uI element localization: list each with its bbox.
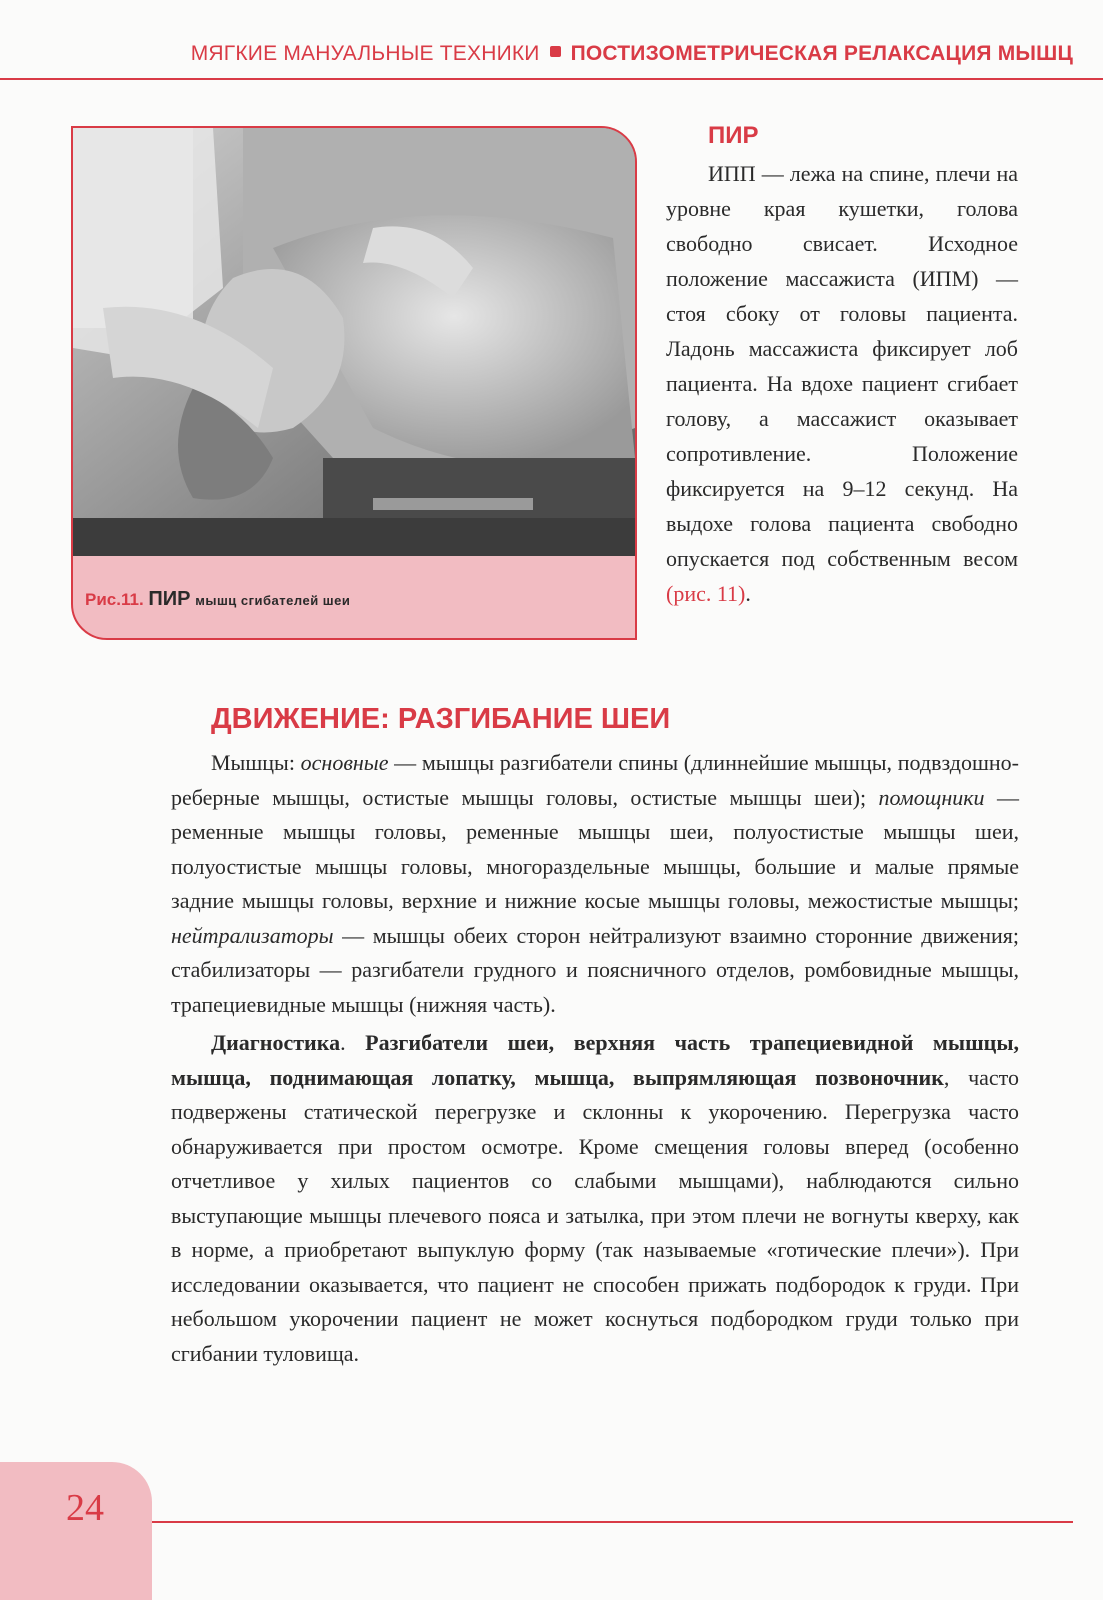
page-tab xyxy=(0,1462,152,1600)
section-title: ДВИЖЕНИЕ: РАЗГИБАНИЕ ШЕИ xyxy=(211,703,671,735)
muscles-main-list: — мышцы разгибатели спины (длиннейшие мышцы, подвздошно-реберные мышцы, остистые мышцы головы, остистые мышцы шеи); xyxy=(171,750,1019,810)
figure-reference[interactable]: (рис. 11) xyxy=(666,581,746,606)
caption-text: мышц сгибателей шеи xyxy=(195,593,351,608)
pir-text xyxy=(666,156,1018,611)
pir-title: ПИР xyxy=(708,122,759,149)
footer-rule xyxy=(152,1521,1073,1523)
header-left: МЯГКИЕ МАНУАЛЬНЫЕ ТЕХНИКИ xyxy=(190,42,540,65)
pir-text-main: ИПП — лежа на спине, плечи на уровне края кушетки, голова свободно свисает. Исходное положение массажиста (ИПМ) — стоя сбоку от головы пациента. Ладонь массажиста фиксирует лоб пациента. На вдохе пациент сгибает голову, а массажист оказывает сопротивление. Положение фиксируется на 9–12 секунд. На выдохе голова пациента свободно опускается под собственным весом xyxy=(666,161,1018,571)
header-rule xyxy=(0,78,1103,80)
caption-bold: ПИР xyxy=(148,588,191,610)
caption-number: Рис.11. xyxy=(85,590,144,609)
figure-11 xyxy=(71,126,637,640)
photo-massage xyxy=(73,128,635,556)
diagnostics-muscles: Разгибатели шеи, верхняя часть трапециевидной мышцы, мышца, поднимающая лопатку, мышца, выпрямляющая позвоночник xyxy=(171,1030,1020,1090)
term-neutralizers: нейтрализаторы xyxy=(171,922,334,948)
muscles-label: Мышцы: xyxy=(211,750,301,775)
diagnostics-label: Диагностика xyxy=(211,1030,341,1055)
figure-caption xyxy=(85,588,350,611)
pir-sidebar xyxy=(666,118,1018,611)
page-number: 24 xyxy=(66,1487,104,1529)
muscles-neutralizers-list: — мышцы обеих сторон нейтрализуют взаимно сторонние движения; стабилизаторы — разгибатели грудного и поясничного отделов, ромбовидные мышцы, трапециевидные мышцы (нижняя часть). xyxy=(171,922,1019,1017)
diagnostics-paragraph xyxy=(171,1026,1019,1371)
neck-extension-section xyxy=(171,700,1019,1375)
term-helpers: помощники xyxy=(878,784,985,810)
diagnostics-text: , часто подвержены статической перегрузке и склонны к укорочению. Перегрузка часто обнаруживается при простом осмотре. Кроме смещения головы вперед (особенно отчетливое у хилых пациентов со слабыми мышцами), наблюдаются сильно выступающие мышцы плечевого пояса и затылка, при этом плечи не вогнуты кверху, как в норме, а приобретают выпуклую форму (так называемые «готические плечи»). При исследовании оказывается, что пациент не способен прижать подбородок к груди. При небольшом укорочении пациент не может коснуться подбородком груди только при сгибании туловища. xyxy=(171,1064,1020,1366)
running-header xyxy=(70,42,1073,66)
pir-text-end: . xyxy=(745,581,751,606)
muscles-helpers-list: — ременные мышцы головы, ременные мышцы шеи, полуостистые мышцы шеи, полуостистые мышцы головы, многораздельные мышцы, большие и малые прямые задние мышцы головы, верхние и нижние косые мышцы головы, межостистые мышцы; xyxy=(171,784,1019,913)
term-main: основные xyxy=(300,750,389,775)
header-bullet-icon xyxy=(550,46,561,57)
diagnostics-sep: . xyxy=(340,1030,366,1055)
header-right: ПОСТИЗОМЕТРИЧЕСКАЯ РЕЛАКСАЦИЯ МЫШЦ xyxy=(570,42,1073,65)
muscles-paragraph xyxy=(171,746,1019,1022)
photo-placeholder-icon xyxy=(73,128,635,556)
